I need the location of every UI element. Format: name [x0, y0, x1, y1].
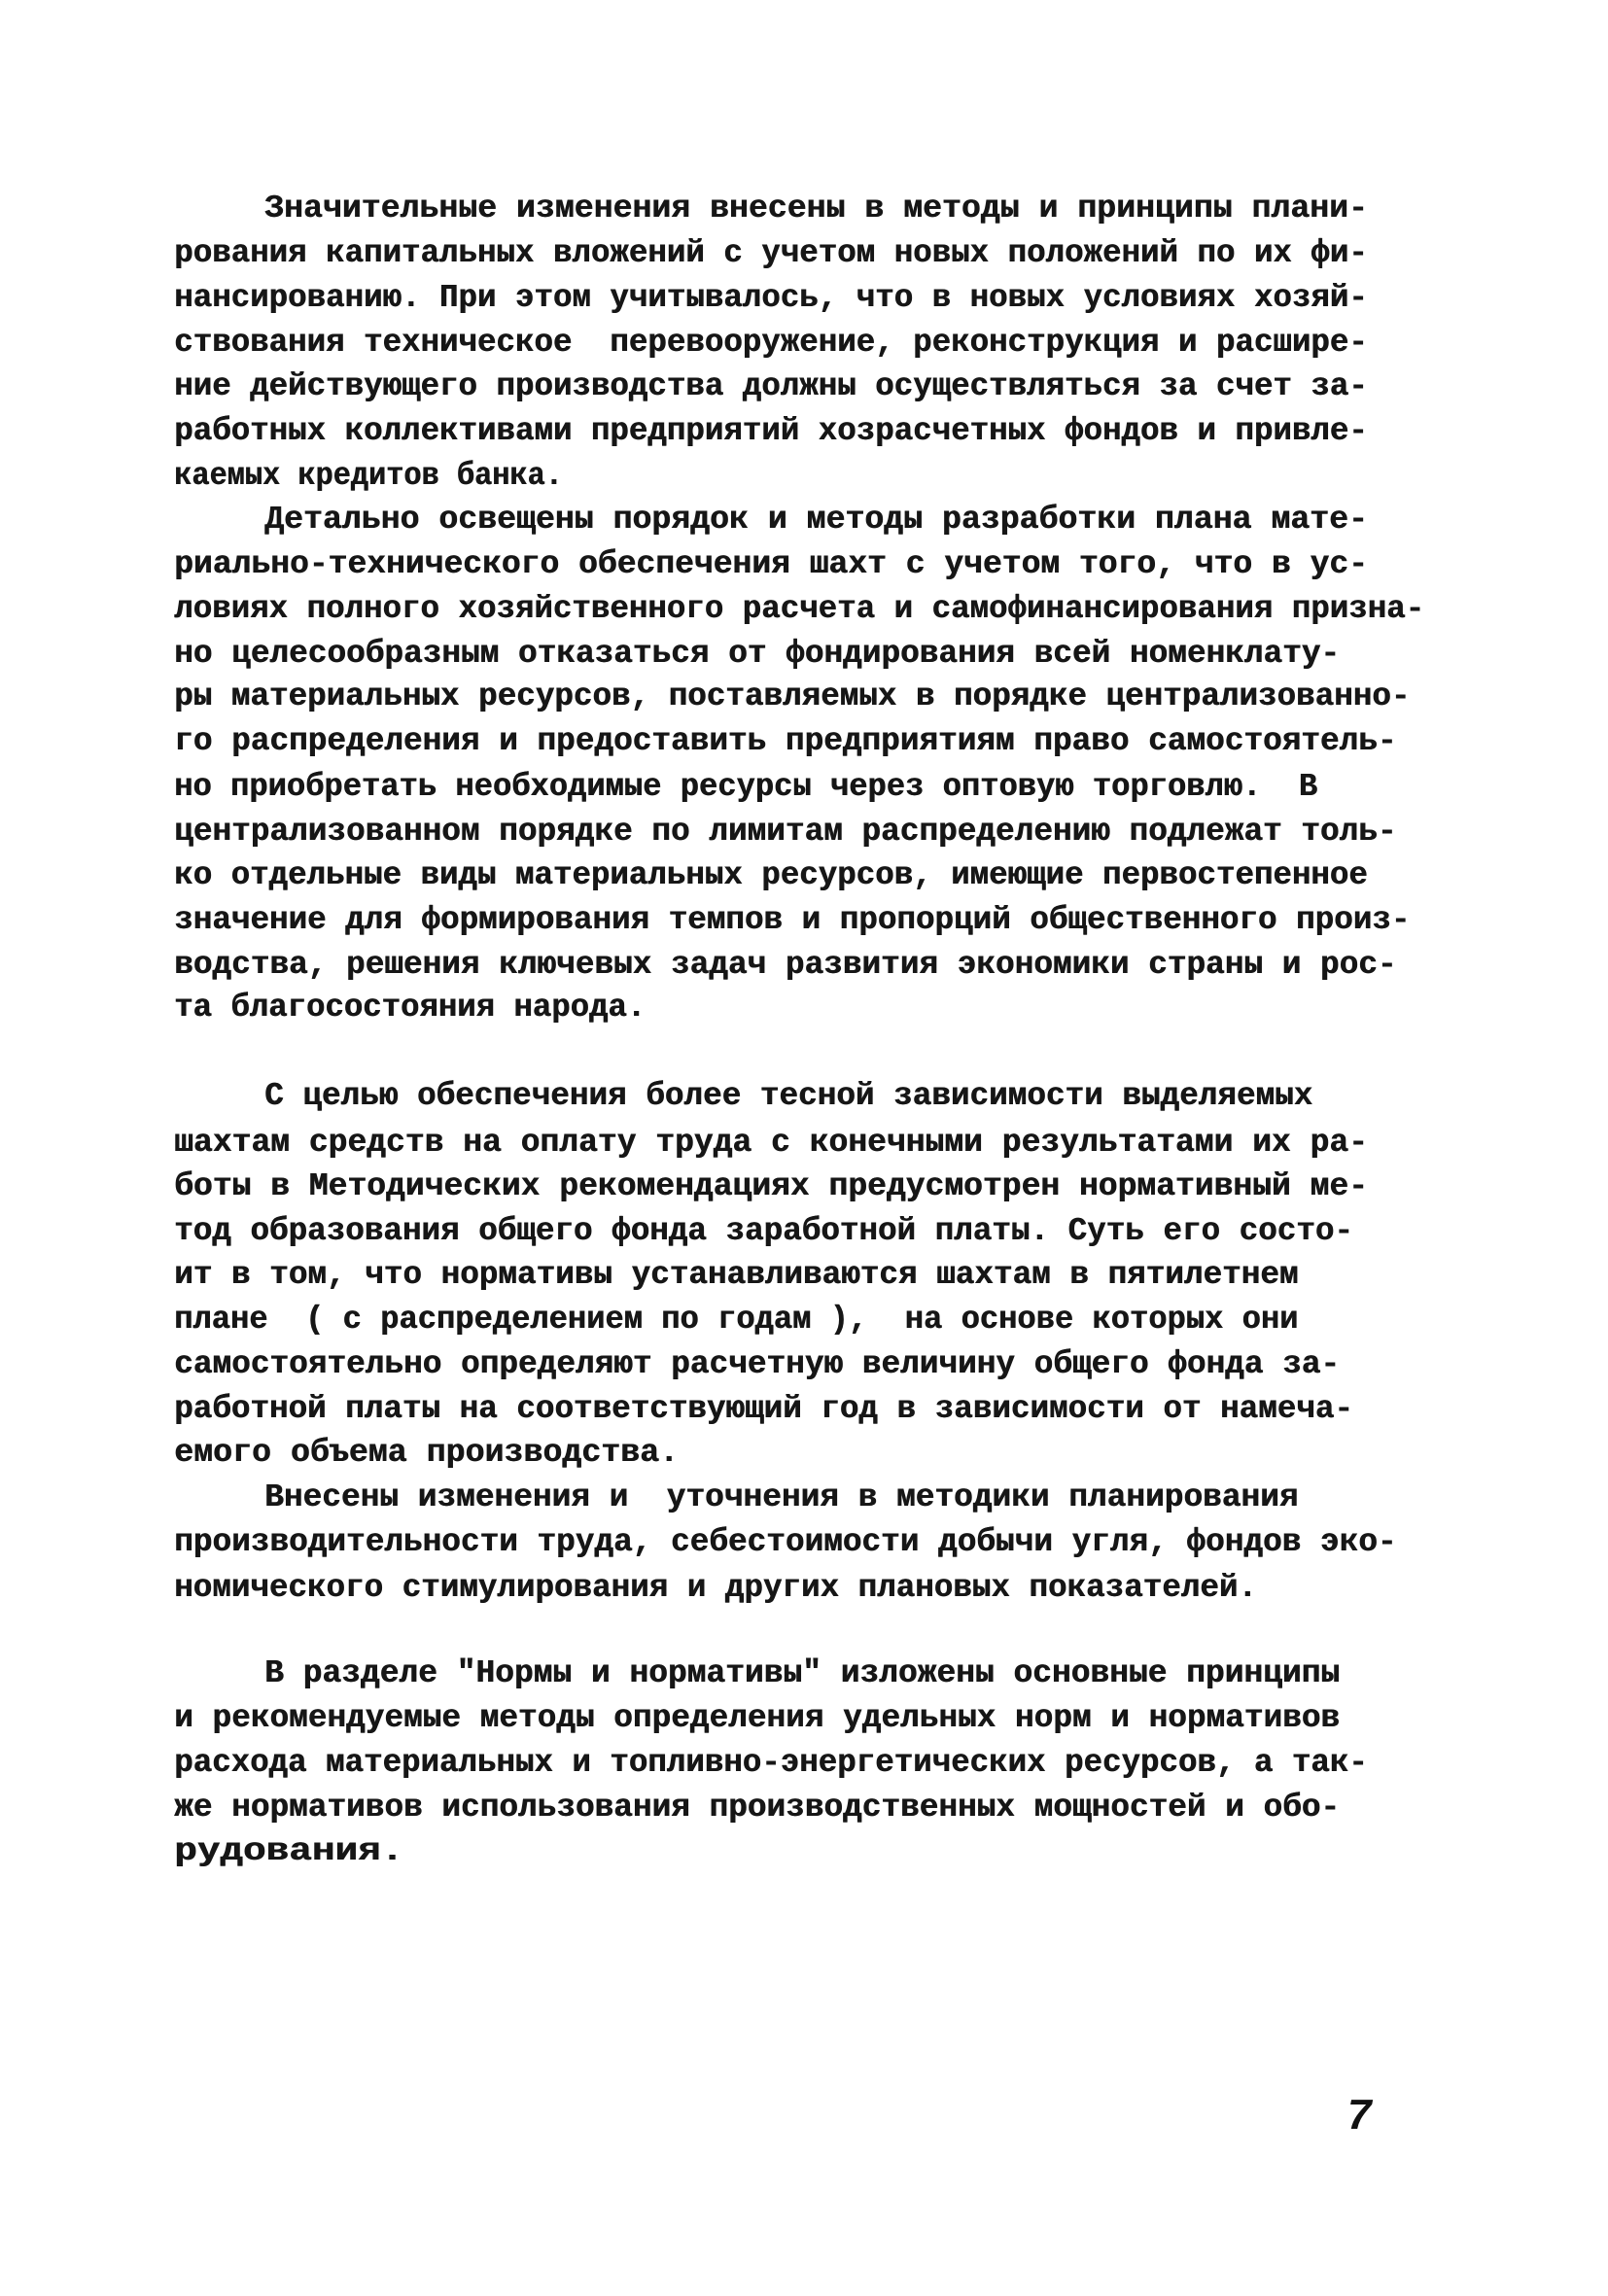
text-line: го распределения и предоставить предприятиям право самостоятель-	[174, 723, 1397, 759]
text-line: та благосостояния народа.	[174, 990, 647, 1026]
text-line: но приобретать необходимые ресурсы через оптовую торговлю. В	[174, 769, 1317, 805]
text-line: но целесообразным отказаться от фондирования всей номенклату-	[174, 636, 1340, 672]
text-line: ры материальных ресурсов, поставляемых в порядке централизованно-	[174, 678, 1411, 714]
text-line: ловиях полного хозяйственного расчета и самофинансирования призна-	[174, 591, 1424, 627]
text-line: значение для формирования темпов и пропорций общественного произ-	[174, 902, 1411, 938]
text-line: и рекомендуемые методы определения удельных норм и нормативов	[174, 1700, 1340, 1736]
text-line: каемых кредитов банка.	[174, 458, 563, 494]
text-line: тод образования общего фонда заработной платы. Суть его состо-	[174, 1213, 1353, 1249]
text-line: В разделе "Нормы и нормативы" изложены основные принципы	[264, 1655, 1340, 1691]
text-line: самостоятельно определяют расчетную величину общего фонда за-	[174, 1346, 1340, 1382]
text-line: Значительные изменения внесены в методы и принципы плани-	[264, 191, 1368, 226]
text-line: Детально освещены порядок и методы разработки плана мате-	[264, 502, 1368, 538]
text-line: нансированию. При этом учитывалось, что в новых условиях хозяй-	[174, 280, 1368, 316]
text-line: плане ( с распределением по годам ), на основе которых они	[174, 1302, 1299, 1338]
text-line: расхода материальных и топливно-энергетических ресурсов, а так-	[174, 1745, 1368, 1781]
text-line: ко отдельные виды материальных ресурсов, имеющие первостепенное	[174, 857, 1368, 893]
text-line: Внесены изменения и уточнения в методики планирования	[264, 1479, 1299, 1515]
text-line: централизованном порядке по лимитам распределению подлежат толь-	[174, 814, 1397, 850]
text-line: водства, решения ключевых задач развития экономики страны и рос-	[174, 947, 1397, 983]
text-line: номического стимулирования и других плановых показателей.	[174, 1570, 1257, 1606]
text-line: ит в том, что нормативы устанавливаются шахтам в пятилетнем	[174, 1257, 1299, 1293]
text-line: риально-технического обеспечения шахт с учетом того, что в ус-	[174, 546, 1368, 582]
text-line: производительности труда, себестоимости добычи угля, фондов эко-	[174, 1524, 1397, 1560]
text-line: же нормативов использования производственных мощностей и обо-	[174, 1790, 1340, 1826]
text-line: ние действующего производства должны осуществляться за счет за-	[174, 368, 1368, 404]
text-line: работной платы на соответствующий год в зависимости от намеча-	[174, 1391, 1353, 1427]
text-line: С целью обеспечения более тесной зависимости выделяемых	[264, 1078, 1313, 1114]
text-line: рудования.	[174, 1833, 404, 1869]
text-line: боты в Методических рекомендациях предусмотрен нормативный ме-	[174, 1168, 1368, 1204]
text-line: емого объема производства.	[174, 1435, 679, 1471]
page-number: 7	[1347, 2091, 1372, 2139]
text-line: ствования техническое перевооружение, реконструкция и расшире-	[174, 325, 1368, 361]
text-line: работных коллективами предприятий хозрасчетных фондов и привле-	[174, 413, 1368, 449]
text-line: шахтам средств на оплату труда с конечными результатами их ра-	[174, 1125, 1368, 1161]
text-line: рования капитальных вложений с учетом новых положений по их фи-	[174, 235, 1368, 271]
